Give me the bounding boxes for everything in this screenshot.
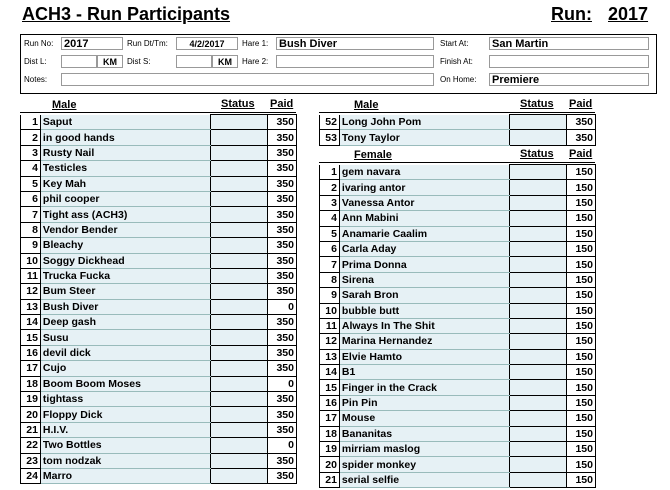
paid-amount[interactable]: 150 <box>567 442 596 457</box>
status-cell[interactable] <box>210 115 267 130</box>
dist-s-field[interactable] <box>176 55 212 68</box>
paid-amount[interactable]: 350 <box>268 315 297 330</box>
participant-name[interactable]: Trucka Fucka <box>40 268 210 283</box>
dist-s-unit: KM <box>212 55 238 68</box>
row-number: 8 <box>320 272 340 287</box>
paid-amount[interactable]: 0 <box>268 376 297 391</box>
male-row <box>21 253 297 268</box>
finish-at-field[interactable] <box>489 55 649 68</box>
paid-amount[interactable]: 150 <box>567 272 596 287</box>
participant-name[interactable]: Prima Donna <box>339 257 509 272</box>
participant-name[interactable]: Deep gash <box>40 315 210 330</box>
participant-name[interactable]: Saput <box>40 115 210 130</box>
status-cell[interactable] <box>509 472 566 487</box>
participant-name[interactable]: Soggy Dickhead <box>40 253 210 268</box>
male-roster-table <box>20 114 297 484</box>
status-cell[interactable] <box>509 426 566 441</box>
row-number: 7 <box>21 207 41 222</box>
status-cell[interactable] <box>210 238 267 253</box>
paid-amount[interactable]: 350 <box>268 284 297 299</box>
status-cell[interactable] <box>509 180 566 195</box>
male-row <box>21 422 297 437</box>
participant-name[interactable]: Carla Aday <box>339 241 509 256</box>
paid-amount[interactable]: 150 <box>567 380 596 395</box>
row-number: 3 <box>320 195 340 210</box>
participant-name[interactable]: Susu <box>40 330 210 345</box>
status-cell[interactable] <box>210 315 267 330</box>
row-number: 21 <box>21 422 41 437</box>
status-cell[interactable] <box>210 438 267 453</box>
paid-amount[interactable]: 0 <box>268 299 297 314</box>
paid-amount[interactable]: 350 <box>268 222 297 237</box>
status-cell[interactable] <box>509 226 566 241</box>
status-cell[interactable] <box>210 176 267 191</box>
status-cell[interactable] <box>509 241 566 256</box>
paid-amount[interactable]: 350 <box>268 207 297 222</box>
male-row <box>21 453 297 468</box>
female-row <box>320 211 596 226</box>
paid-amount[interactable]: 150 <box>567 318 596 333</box>
male-column-header-right: Male <box>354 99 379 111</box>
row-number: 11 <box>21 268 41 283</box>
page-title: ACH3 - Run Participants <box>22 4 231 24</box>
male-row <box>21 222 297 237</box>
male-row <box>21 438 297 453</box>
participant-name[interactable]: Cujo <box>40 361 210 376</box>
row-number: 15 <box>320 380 340 395</box>
dist-l-unit: KM <box>97 55 123 68</box>
start-at-field[interactable]: San Martin <box>489 37 649 50</box>
male-row <box>21 407 297 422</box>
row-number: 21 <box>320 472 340 487</box>
participant-name[interactable]: Mouse <box>339 411 509 426</box>
row-number: 14 <box>320 365 340 380</box>
paid-amount[interactable]: 0 <box>268 438 297 453</box>
row-number: 12 <box>320 334 340 349</box>
female-row <box>320 380 596 395</box>
participant-name[interactable]: Bum Steer <box>40 284 210 299</box>
female-status-column-header: Status <box>520 148 554 160</box>
status-cell[interactable] <box>509 303 566 318</box>
paid-amount[interactable]: 150 <box>567 349 596 364</box>
female-row <box>320 457 596 472</box>
on-home-field[interactable]: Premiere <box>489 73 649 86</box>
row-number: 20 <box>21 407 41 422</box>
row-number: 24 <box>21 468 41 483</box>
paid-amount[interactable]: 350 <box>268 268 297 283</box>
status-column-header: Status <box>221 98 255 110</box>
status-cell[interactable] <box>210 191 267 206</box>
participant-name[interactable]: Ann Mabini <box>339 211 509 226</box>
female-row <box>320 395 596 410</box>
participant-name[interactable]: Marro <box>40 468 210 483</box>
paid-amount[interactable]: 150 <box>567 180 596 195</box>
paid-amount[interactable]: 350 <box>268 453 297 468</box>
dist-s-label: Dist S: <box>127 57 151 66</box>
participant-name[interactable]: ivaring antor <box>339 180 509 195</box>
participant-name[interactable]: gem navara <box>339 165 509 180</box>
row-number: 9 <box>21 238 41 253</box>
participant-name[interactable]: spider monkey <box>339 457 509 472</box>
female-row <box>320 442 596 457</box>
participant-name[interactable]: Marina Hernandez <box>339 334 509 349</box>
paid-amount[interactable]: 150 <box>567 241 596 256</box>
row-number: 8 <box>21 222 41 237</box>
male-row <box>320 130 596 145</box>
female-row <box>320 472 596 487</box>
participant-name[interactable]: Key Mah <box>40 176 210 191</box>
participant-name[interactable]: Bush Diver <box>40 299 210 314</box>
female-row <box>320 318 596 333</box>
row-number: 22 <box>21 438 41 453</box>
status-cell[interactable] <box>509 411 566 426</box>
female-column-header: Female <box>354 149 392 161</box>
status-cell[interactable] <box>210 268 267 283</box>
row-number: 23 <box>21 453 41 468</box>
run-label: Run: <box>551 4 592 24</box>
participant-name[interactable]: in good hands <box>40 130 210 145</box>
paid-amount[interactable]: 350 <box>268 330 297 345</box>
row-number: 14 <box>21 315 41 330</box>
status-cell[interactable] <box>509 349 566 364</box>
row-number: 20 <box>320 457 340 472</box>
male-row <box>21 330 297 345</box>
female-row <box>320 226 596 241</box>
right-header-divider <box>319 112 595 113</box>
status-cell[interactable] <box>210 376 267 391</box>
male-row <box>21 315 297 330</box>
participant-name[interactable]: B1 <box>339 365 509 380</box>
participant-name[interactable]: Rusty Nail <box>40 145 210 160</box>
male-row <box>21 115 297 130</box>
female-row <box>320 272 596 287</box>
participant-name[interactable]: phil cooper <box>40 191 210 206</box>
female-row <box>320 257 596 272</box>
row-number: 5 <box>320 226 340 241</box>
participant-name[interactable]: Two Bottles <box>40 438 210 453</box>
row-number: 10 <box>21 253 41 268</box>
row-number: 4 <box>320 211 340 226</box>
paid-amount[interactable]: 350 <box>268 468 297 483</box>
hare1-label: Hare 1: <box>242 39 269 48</box>
male-row <box>21 268 297 283</box>
status-cell[interactable] <box>509 165 566 180</box>
status-cell[interactable] <box>210 207 267 222</box>
paid-amount[interactable]: 150 <box>567 395 596 410</box>
run-value: 2017 <box>608 4 649 24</box>
female-row <box>320 426 596 441</box>
row-number: 7 <box>320 257 340 272</box>
status-cell[interactable] <box>509 442 566 457</box>
participant-name[interactable]: Pin Pin <box>339 395 509 410</box>
status-cell[interactable] <box>509 130 566 145</box>
run-dt-label: Run Dt/Tm: <box>127 39 168 48</box>
male-row <box>21 392 297 407</box>
row-number: 3 <box>21 145 41 160</box>
row-number: 5 <box>21 176 41 191</box>
status-cell[interactable] <box>210 361 267 376</box>
participant-name[interactable]: Bleachy <box>40 238 210 253</box>
paid-amount[interactable]: 150 <box>567 411 596 426</box>
row-number: 13 <box>21 299 41 314</box>
female-row <box>320 303 596 318</box>
male-row <box>320 115 596 130</box>
notes-label: Notes: <box>24 75 48 84</box>
female-roster-table <box>319 164 596 488</box>
participant-name[interactable]: tightass <box>40 392 210 407</box>
male-row <box>21 176 297 191</box>
participant-name[interactable]: Long John Pom <box>339 115 509 130</box>
row-number: 10 <box>320 303 340 318</box>
participant-name[interactable]: bubble butt <box>339 303 509 318</box>
male-row <box>21 376 297 391</box>
row-number: 16 <box>320 395 340 410</box>
row-number: 13 <box>320 349 340 364</box>
row-number: 11 <box>320 318 340 333</box>
female-row <box>320 195 596 210</box>
row-number: 15 <box>21 330 41 345</box>
row-number: 2 <box>320 180 340 195</box>
status-cell[interactable] <box>509 318 566 333</box>
status-cell[interactable] <box>509 211 566 226</box>
female-row <box>320 365 596 380</box>
paid-amount[interactable]: 150 <box>567 457 596 472</box>
status-cell[interactable] <box>509 257 566 272</box>
status-cell[interactable] <box>509 288 566 303</box>
male-row <box>21 468 297 483</box>
run-no-label: Run No: <box>24 39 54 48</box>
male-row <box>21 191 297 206</box>
dist-l-field[interactable] <box>61 55 97 68</box>
male-row <box>21 299 297 314</box>
hare2-label: Hare 2: <box>242 57 269 66</box>
participant-name[interactable]: serial selfie <box>339 472 509 487</box>
row-number: 1 <box>320 165 340 180</box>
paid-amount[interactable]: 350 <box>268 422 297 437</box>
row-number: 18 <box>21 376 41 391</box>
male-row <box>21 361 297 376</box>
paid-amount[interactable]: 350 <box>268 130 297 145</box>
paid-amount[interactable]: 150 <box>567 226 596 241</box>
participant-name[interactable]: Anamarie Caalim <box>339 226 509 241</box>
paid-amount[interactable]: 150 <box>567 303 596 318</box>
status-cell[interactable] <box>210 222 267 237</box>
paid-amount[interactable]: 350 <box>567 130 596 145</box>
row-number: 19 <box>320 442 340 457</box>
paid-amount[interactable]: 150 <box>567 211 596 226</box>
female-row <box>320 411 596 426</box>
status-cell[interactable] <box>210 453 267 468</box>
notes-field[interactable] <box>61 73 434 86</box>
paid-amount[interactable]: 350 <box>268 176 297 191</box>
row-number: 17 <box>320 411 340 426</box>
row-number: 19 <box>21 392 41 407</box>
start-at-label: Start At: <box>440 39 469 48</box>
row-number: 2 <box>21 130 41 145</box>
status-cell[interactable] <box>509 380 566 395</box>
status-cell[interactable] <box>509 272 566 287</box>
status-cell[interactable] <box>210 299 267 314</box>
row-number: 52 <box>320 115 340 130</box>
participant-name[interactable]: mirriam maslog <box>339 442 509 457</box>
participant-name[interactable]: Sirena <box>339 272 509 287</box>
status-cell[interactable] <box>509 365 566 380</box>
dist-l-label: Dist L: <box>24 57 47 66</box>
status-cell[interactable] <box>210 422 267 437</box>
female-row <box>320 180 596 195</box>
row-number: 4 <box>21 161 41 176</box>
participant-name[interactable]: Sarah Bron <box>339 288 509 303</box>
participant-name[interactable]: tom nodzak <box>40 453 210 468</box>
paid-amount[interactable]: 350 <box>268 253 297 268</box>
paid-amount[interactable]: 150 <box>567 426 596 441</box>
participant-name[interactable]: Tight ass (ACH3) <box>40 207 210 222</box>
female-paid-column-header: Paid <box>569 148 593 160</box>
paid-amount[interactable]: 150 <box>567 472 596 487</box>
male-row <box>21 207 297 222</box>
participant-name[interactable]: Testicles <box>40 161 210 176</box>
male-roster-table-right <box>319 114 596 146</box>
on-home-label: On Home: <box>440 75 477 84</box>
status-cell[interactable] <box>210 330 267 345</box>
row-number: 12 <box>21 284 41 299</box>
female-row <box>320 288 596 303</box>
participant-name[interactable]: Vanessa Antor <box>339 195 509 210</box>
row-number: 18 <box>320 426 340 441</box>
left-header-divider <box>20 112 296 113</box>
participant-name[interactable]: Floppy Dick <box>40 407 210 422</box>
paid-column-header-right: Paid <box>569 98 593 110</box>
row-number: 6 <box>320 241 340 256</box>
male-row <box>21 161 297 176</box>
male-row <box>21 238 297 253</box>
paid-amount[interactable]: 350 <box>268 145 297 160</box>
status-cell[interactable] <box>210 161 267 176</box>
status-cell[interactable] <box>210 392 267 407</box>
run-no-field[interactable]: 2017 <box>61 37 123 50</box>
paid-amount[interactable]: 350 <box>268 392 297 407</box>
row-number: 16 <box>21 345 41 360</box>
paid-amount[interactable]: 350 <box>268 238 297 253</box>
row-number: 1 <box>21 115 41 130</box>
male-row <box>21 284 297 299</box>
participant-name[interactable]: Finger in the Crack <box>339 380 509 395</box>
status-cell[interactable] <box>509 334 566 349</box>
female-row <box>320 334 596 349</box>
participant-name[interactable]: Elvie Hamto <box>339 349 509 364</box>
paid-amount[interactable]: 350 <box>268 191 297 206</box>
status-cell[interactable] <box>210 345 267 360</box>
female-row <box>320 349 596 364</box>
participant-name[interactable]: Always In The Shit <box>339 318 509 333</box>
male-row <box>21 145 297 160</box>
status-cell[interactable] <box>210 407 267 422</box>
male-column-header: Male <box>52 99 77 111</box>
paid-amount[interactable]: 350 <box>268 361 297 376</box>
status-column-header-right: Status <box>520 98 554 110</box>
male-row <box>21 130 297 145</box>
female-row <box>320 241 596 256</box>
paid-amount[interactable]: 150 <box>567 165 596 180</box>
paid-amount[interactable]: 150 <box>567 334 596 349</box>
participant-name[interactable]: Boom Boom Moses <box>40 376 210 391</box>
row-number: 53 <box>320 130 340 145</box>
paid-amount[interactable]: 350 <box>268 161 297 176</box>
paid-column-header: Paid <box>270 98 294 110</box>
status-cell[interactable] <box>509 457 566 472</box>
participant-name[interactable]: Vendor Bender <box>40 222 210 237</box>
status-cell[interactable] <box>210 284 267 299</box>
paid-amount[interactable]: 150 <box>567 195 596 210</box>
participant-name[interactable]: Tony Taylor <box>339 130 509 145</box>
paid-amount[interactable]: 150 <box>567 365 596 380</box>
female-row <box>320 165 596 180</box>
status-cell[interactable] <box>210 253 267 268</box>
paid-amount[interactable]: 150 <box>567 257 596 272</box>
male-row <box>21 345 297 360</box>
paid-amount[interactable]: 150 <box>567 288 596 303</box>
status-cell[interactable] <box>509 115 566 130</box>
paid-amount[interactable]: 350 <box>268 407 297 422</box>
status-cell[interactable] <box>210 145 267 160</box>
row-number: 17 <box>21 361 41 376</box>
status-cell[interactable] <box>509 395 566 410</box>
status-cell[interactable] <box>210 468 267 483</box>
finish-at-label: Finish At: <box>440 57 473 66</box>
row-number: 9 <box>320 288 340 303</box>
paid-amount[interactable]: 350 <box>567 115 596 130</box>
hare2-field[interactable] <box>276 55 434 68</box>
run-dt-field[interactable]: 4/2/2017 <box>176 37 238 50</box>
row-number: 6 <box>21 191 41 206</box>
participant-name[interactable]: Bananitas <box>339 426 509 441</box>
participant-name[interactable]: H.I.V. <box>40 422 210 437</box>
participant-name[interactable]: devil dick <box>40 345 210 360</box>
paid-amount[interactable]: 350 <box>268 345 297 360</box>
status-cell[interactable] <box>509 195 566 210</box>
hare1-field[interactable]: Bush Diver <box>276 37 434 50</box>
status-cell[interactable] <box>210 130 267 145</box>
paid-amount[interactable]: 350 <box>268 115 297 130</box>
female-header-divider <box>319 162 595 163</box>
